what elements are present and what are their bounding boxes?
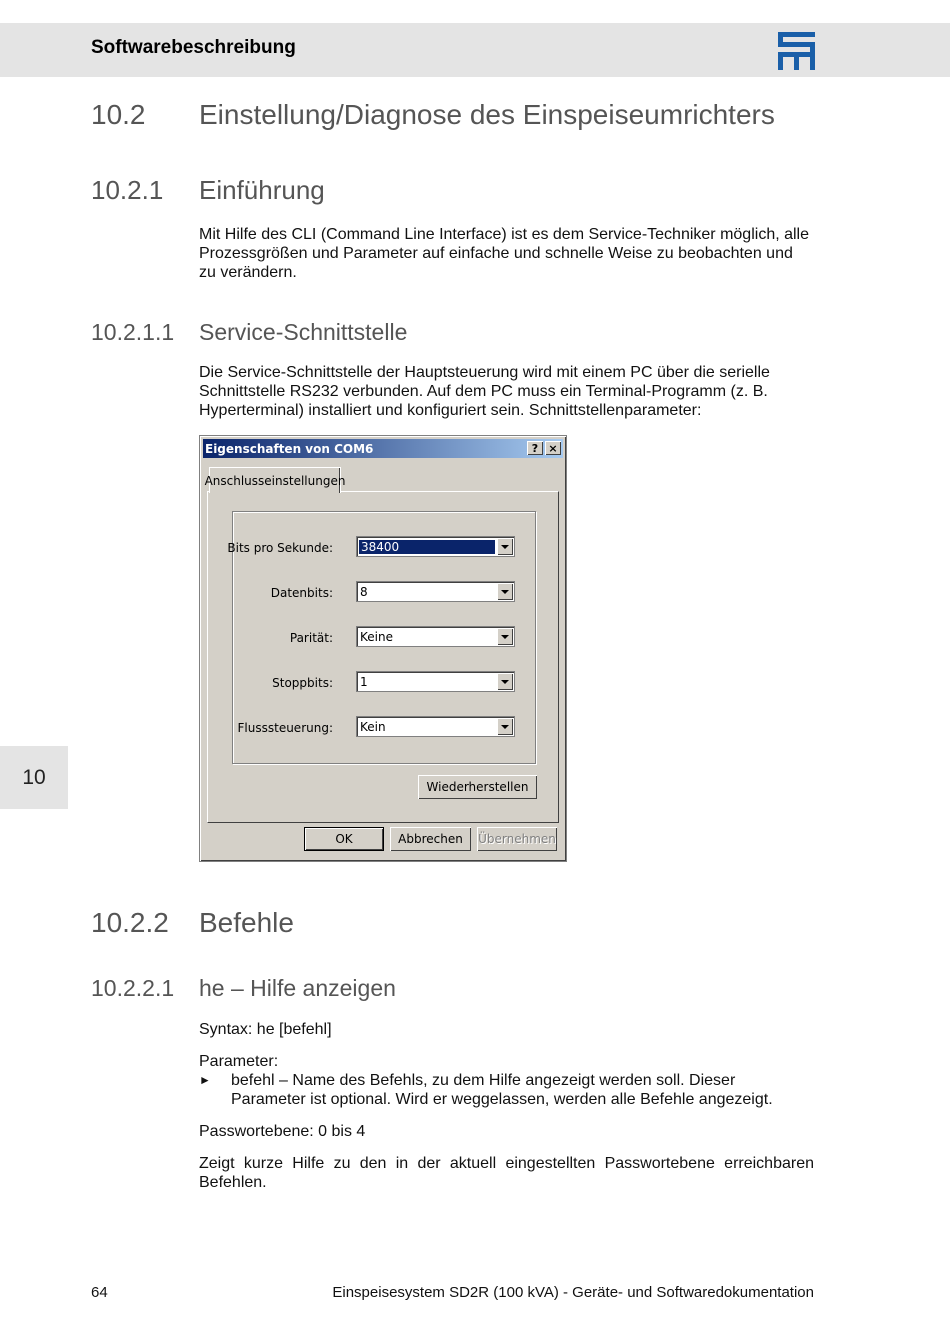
document-title: Einspeisesystem SD2R (100 kVA) - Geräte- und Softwaredokumentation bbox=[332, 1284, 814, 1301]
select-value: 8 bbox=[360, 585, 368, 599]
field-label: Stoppbits: bbox=[272, 676, 333, 690]
data-bits-select[interactable] bbox=[356, 581, 515, 602]
parameter-description: befehl – Name des Befehls, zu dem Hilfe angezeigt werden soll. Dieser Parameter ist optional. Wird er weggelassen, werden alle Befehle angezeigt. bbox=[231, 1072, 773, 1108]
parameter-label: Parameter: bbox=[199, 1053, 279, 1070]
intro-paragraph: Mit Hilfe des CLI (Command Line Interface) ist es dem Service-Techniker möglich, alle Prozessgrößen und Parameter auf einfache und schnelle Weise zu beobachten und zu verändern. bbox=[199, 226, 810, 281]
field-label: Flusssteuerung: bbox=[237, 721, 333, 735]
apply-button[interactable]: Übernehmen bbox=[477, 827, 557, 851]
heading-title: he – Hilfe anzeigen bbox=[199, 975, 396, 1001]
restore-defaults-button[interactable]: Wiederherstellen bbox=[418, 775, 537, 799]
syntax-line: Syntax: he [befehl] bbox=[199, 1021, 332, 1038]
header-title: Softwarebeschreibung bbox=[91, 37, 296, 58]
flow-control-select[interactable] bbox=[356, 716, 515, 737]
select-value: Keine bbox=[360, 630, 393, 644]
bullet-triangle-icon: ► bbox=[199, 1073, 211, 1087]
company-logo bbox=[778, 32, 815, 70]
ok-button[interactable]: OK bbox=[304, 827, 384, 851]
help-button[interactable]: ? bbox=[527, 441, 543, 455]
field-label: Datenbits: bbox=[270, 586, 333, 600]
chevron-down-icon[interactable] bbox=[497, 583, 513, 600]
heading-title: Einführung bbox=[199, 175, 325, 205]
heading-number: 10.2.2 bbox=[91, 907, 169, 938]
tab-connection-settings[interactable]: Anschlusseinstellungen bbox=[209, 467, 341, 493]
heading-number: 10.2 bbox=[91, 99, 146, 130]
dialog-titlebar bbox=[203, 439, 563, 458]
baud-rate-select[interactable] bbox=[356, 536, 515, 557]
com-properties-dialog bbox=[199, 435, 567, 862]
chevron-down-icon[interactable] bbox=[497, 538, 513, 555]
cancel-button[interactable]: Abbrechen bbox=[390, 827, 471, 851]
select-value: 1 bbox=[360, 675, 368, 689]
field-label: Parität: bbox=[289, 631, 333, 645]
heading-number: 10.2.1.1 bbox=[91, 319, 175, 345]
chevron-down-icon[interactable] bbox=[497, 673, 513, 690]
dialog-title: Eigenschaften von COM6 bbox=[205, 442, 374, 456]
service-interface-paragraph: Die Service-Schnittstelle der Hauptsteuerung wird mit einem PC über die serielle Schnittstelle RS232 verbunden. Auf dem PC muss ein Terminal-Programm (z. B. Hyperterminal) installiert und konfiguriert sein. Schnittstellenparameter: bbox=[199, 364, 770, 419]
heading-title: Einstellung/Diagnose des Einspeiseumrichters bbox=[199, 99, 775, 130]
select-value: 38400 bbox=[359, 540, 495, 554]
chapter-tab: 10 bbox=[0, 746, 68, 809]
select-value: Kein bbox=[360, 720, 386, 734]
stop-bits-select[interactable] bbox=[356, 671, 515, 692]
page-number: 64 bbox=[91, 1284, 108, 1301]
password-level: Passwortebene: 0 bis 4 bbox=[199, 1123, 366, 1140]
heading-title: Service-Schnittstelle bbox=[199, 319, 408, 345]
parity-select[interactable] bbox=[356, 626, 515, 647]
field-label: Bits pro Sekunde: bbox=[227, 541, 333, 555]
heading-number: 10.2.2.1 bbox=[91, 975, 175, 1001]
close-button[interactable]: × bbox=[545, 441, 561, 455]
heading-title: Befehle bbox=[199, 907, 294, 938]
chevron-down-icon[interactable] bbox=[497, 628, 513, 645]
heading-number: 10.2.1 bbox=[91, 175, 164, 205]
tab-panel bbox=[207, 491, 559, 823]
command-description: Zeigt kurze Hilfe zu den in der aktuell eingestellten Passwortebene erreichbaren Befehlen. bbox=[199, 1155, 814, 1191]
chevron-down-icon[interactable] bbox=[497, 718, 513, 735]
